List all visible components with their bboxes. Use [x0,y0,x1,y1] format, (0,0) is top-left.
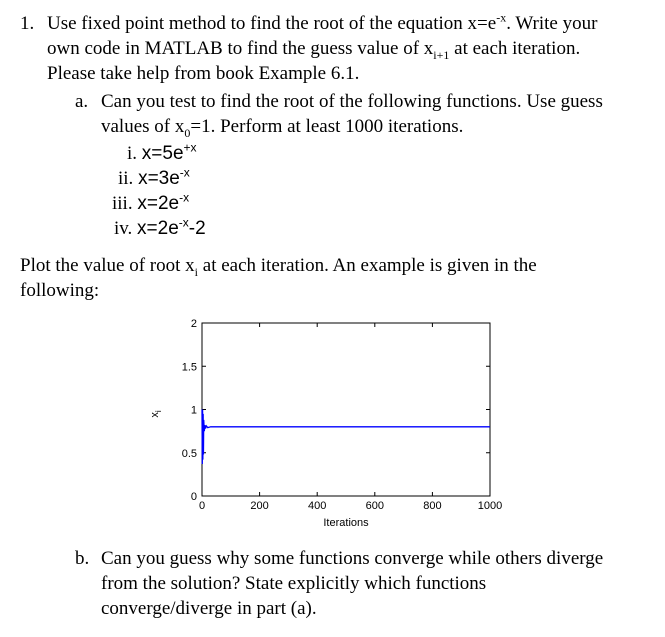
plot-instruction-sub: i [194,264,199,279]
iteration-plot [140,313,510,538]
y-tick-label: 1.5 [181,361,197,374]
question-line-3: Please take help from book Example 6.1. [47,63,360,84]
plot-area [202,323,490,496]
function-item [118,165,190,190]
question-line-1-exp: -x [496,10,507,25]
part-b-label: b. [75,548,90,569]
x-tick-label: 1000 [477,500,503,512]
function-item-formula: $x=3e^{-x}$ [138,165,190,189]
part-a-line-2-tail: =1. Perform at least 1000 iterations. [190,116,464,137]
function-item [127,140,197,165]
part-a-line-2-sub: 0 [184,125,191,140]
plot-instruction-text: Plot the value of root x [20,255,195,276]
function-item-formula: $x=5e^{+x}$ [141,140,197,164]
question-line-2-text: own code in MATLAB to find the guess value of x [47,38,434,59]
plot-instruction-tail: at each iteration. An example is given in the [198,255,537,276]
x-tick-label: 600 [365,500,384,512]
question-line-1-tail: . Write your [506,13,598,34]
function-item-formula: $x=2e^{-x}-2$ [137,215,206,239]
part-a-line-2-text: values of x [101,116,185,137]
question-line-1 [47,10,598,35]
plot-instruction-line-2: following: [20,280,100,301]
x-tick-label: 800 [423,500,442,512]
y-tick-label: 1 [190,404,197,417]
y-tick-label: 0.5 [181,447,197,460]
x-axis-label: Iterations [323,517,369,529]
part-a-line-2 [101,116,463,138]
question-line-2 [47,38,580,60]
function-item-number: ii. [118,168,134,189]
part-b-line-2: from the solution? State explicitly which functions [101,573,487,594]
question-line-2-sub: i+1 [433,47,450,62]
x-tick-label: 200 [250,500,269,512]
question-line-2-tail: at each iteration. [449,38,581,59]
function-item-formula: $x=2e^{-x}$ [137,190,190,214]
svg-text:xi: $x_i$ [149,410,163,418]
plot-instruction-line-1 [20,255,537,277]
function-item [112,190,190,215]
question-number: 1. [20,13,35,34]
part-b-line-1: Can you guess why some functions converge while others diverge [101,548,604,569]
y-tick-label: 0 [190,491,197,503]
function-item-number: i. [127,143,138,164]
function-item-number: iii. [112,193,133,214]
y-axis-label [149,410,163,418]
function-item [114,215,206,240]
x-tick-label: 0 [198,500,206,512]
y-tick-label: 2 [190,318,197,330]
part-a-label: a. [75,91,89,112]
question-line-1-text: Use fixed point method to find the root of the equation x=e [47,13,497,34]
function-item-number: iv. [114,218,133,239]
x-tick-label: 400 [308,500,327,512]
part-a-line-1: Can you test to find the root of the following functions. Use guess [101,91,603,112]
part-b-line-3: converge/diverge in part (a). [101,598,317,619]
